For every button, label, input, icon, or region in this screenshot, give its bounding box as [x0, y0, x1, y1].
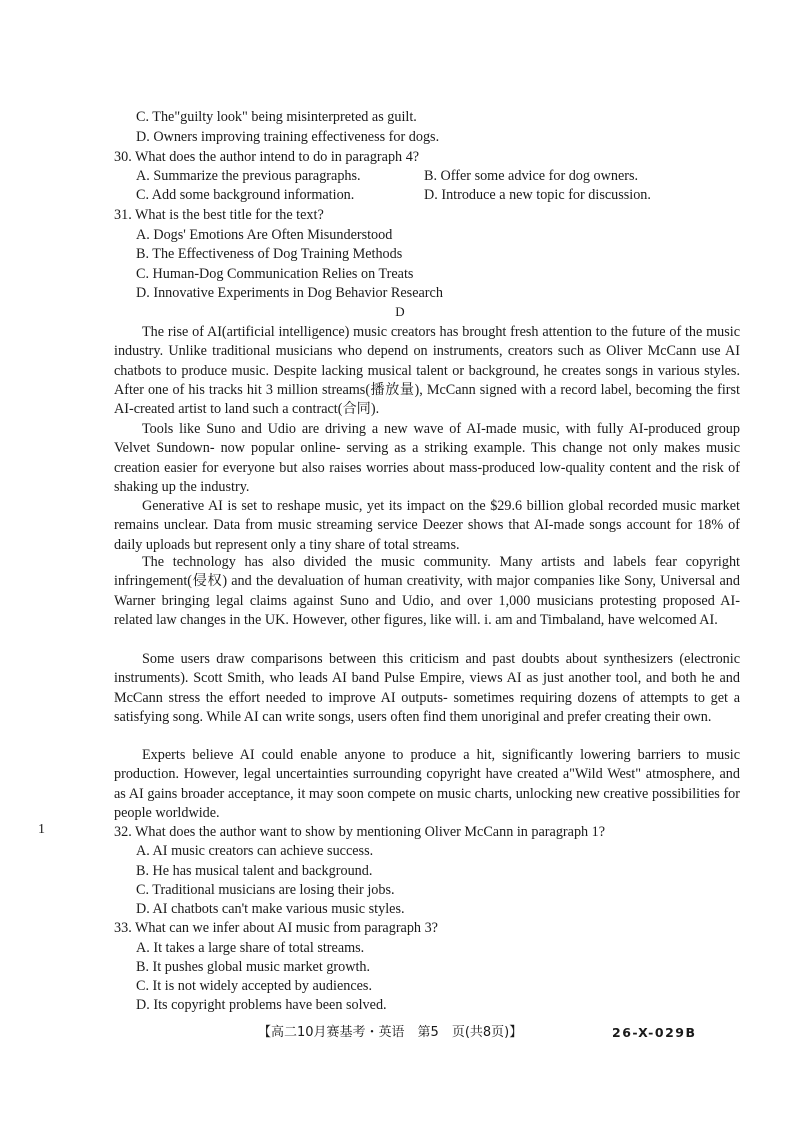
- q30-option-d: D. Introduce a new topic for discussion.: [424, 187, 651, 203]
- q31-option-b: B. The Effectiveness of Dog Training Methods: [136, 246, 403, 262]
- margin-number: 1: [38, 822, 45, 837]
- q32-option-c: C. Traditional musicians are losing their jobs.: [136, 882, 395, 898]
- passage-paragraph-6: Experts believe AI could enable anyone to produce a hit, significantly lowering barriers to music production. However, legal uncertainties surrounding copyright have created a"Wild West" atmosphere, and as AI gains broader acceptance, it may soon compete on music charts, unlocking new creative possibilities for people worldwide.: [114, 747, 740, 821]
- q30-stem: 30. What does the author intend to do in paragraph 4?: [114, 149, 420, 165]
- footer-page-info: 【高二10月赛基考・英语 第5 页(共8页)】: [258, 1025, 523, 1040]
- q31-option-d: D. Innovative Experiments in Dog Behavior Research: [136, 285, 443, 301]
- q30-option-a: A. Summarize the previous paragraphs.: [136, 168, 361, 184]
- q33-option-a: A. It takes a large share of total streams.: [136, 940, 365, 956]
- q33-option-d: D. Its copyright problems have been solved.: [136, 997, 387, 1013]
- q32-stem: 32. What does the author want to show by mentioning Oliver McCann in paragraph 1?: [114, 824, 606, 840]
- q32-option-a: A. AI music creators can achieve success.: [136, 843, 374, 859]
- passage-paragraph-3: Generative AI is set to reshape music, yet its impact on the $29.6 billion global recorded music market remains unclear. Data from music streaming service Deezer shows that AI-made songs account for 18% of daily uploads but represent only a tiny share of total streams.: [114, 498, 740, 553]
- q33-option-b: B. It pushes global music market growth.: [136, 959, 371, 975]
- q29-option-d: D. Owners improving training effectiveness for dogs.: [136, 129, 440, 145]
- q32-option-b: B. He has musical talent and background.: [136, 863, 373, 879]
- passage-paragraph-1: The rise of AI(artificial intelligence) music creators has brought fresh attention to the future of the music industry. Unlike traditional musicians who depend on instruments, creators such as Oliver McCann use AI chatbots to produce music. Despite lacking musical talent or background, he creates songs in various styles. After one of his tracks hit 3 million streams(播放量), McCann signed with a record label, becoming the first AI-created artist to land such a contract(合同).: [114, 324, 740, 418]
- q29-option-c: C. The"guilty look" being misinterpreted as guilt.: [136, 109, 417, 125]
- passage-paragraph-2: Tools like Suno and Udio are driving a new wave of AI-made music, with fully AI-produced group Velvet Sundown- now popular online- serving as a striking example. This change not only makes music creation easier for everyone but also raises worries about mass-produced low-quality content and the risk of shaking up the industry.: [114, 421, 740, 495]
- q33-option-c: C. It is not widely accepted by audiences.: [136, 978, 372, 994]
- passage-paragraph-5: Some users draw comparisons between this criticism and past doubts about synthesizers (electronic instruments). Scott Smith, who leads AI band Pulse Empire, views AI as just another tool, and both he and McCann stress the effort needed to improve AI outputs- sometimes requiring dozens of attempts to get a satisfying song. While AI can write songs, users often find them unoriginal and prefer creating their own.: [114, 651, 740, 725]
- q32-option-d: D. AI chatbots can't make various music styles.: [136, 901, 405, 917]
- section-label: D: [395, 304, 405, 319]
- q30-option-b: B. Offer some advice for dog owners.: [424, 168, 639, 184]
- passage-paragraph-4: The technology has also divided the music community. Many artists and labels fear copyright infringement(侵权) and the devaluation of human creativity, with major companies like Sony, Universal and Warner bringing legal claims against Suno and Udio, and over 1,000 musicians protesting proposed AI-related law changes in the UK. However, other figures, like will. i. am and Timbaland, have welcomed AI.: [114, 554, 740, 628]
- footer-exam-code: 26-X-029B: [612, 1025, 697, 1040]
- q31-option-a: A. Dogs' Emotions Are Often Misunderstood: [136, 227, 393, 243]
- q31-stem: 31. What is the best title for the text?: [114, 207, 324, 223]
- q33-stem: 33. What can we infer about AI music from paragraph 3?: [114, 920, 438, 936]
- q31-option-c: C. Human-Dog Communication Relies on Treats: [136, 266, 414, 282]
- q30-option-c: C. Add some background information.: [136, 187, 355, 203]
